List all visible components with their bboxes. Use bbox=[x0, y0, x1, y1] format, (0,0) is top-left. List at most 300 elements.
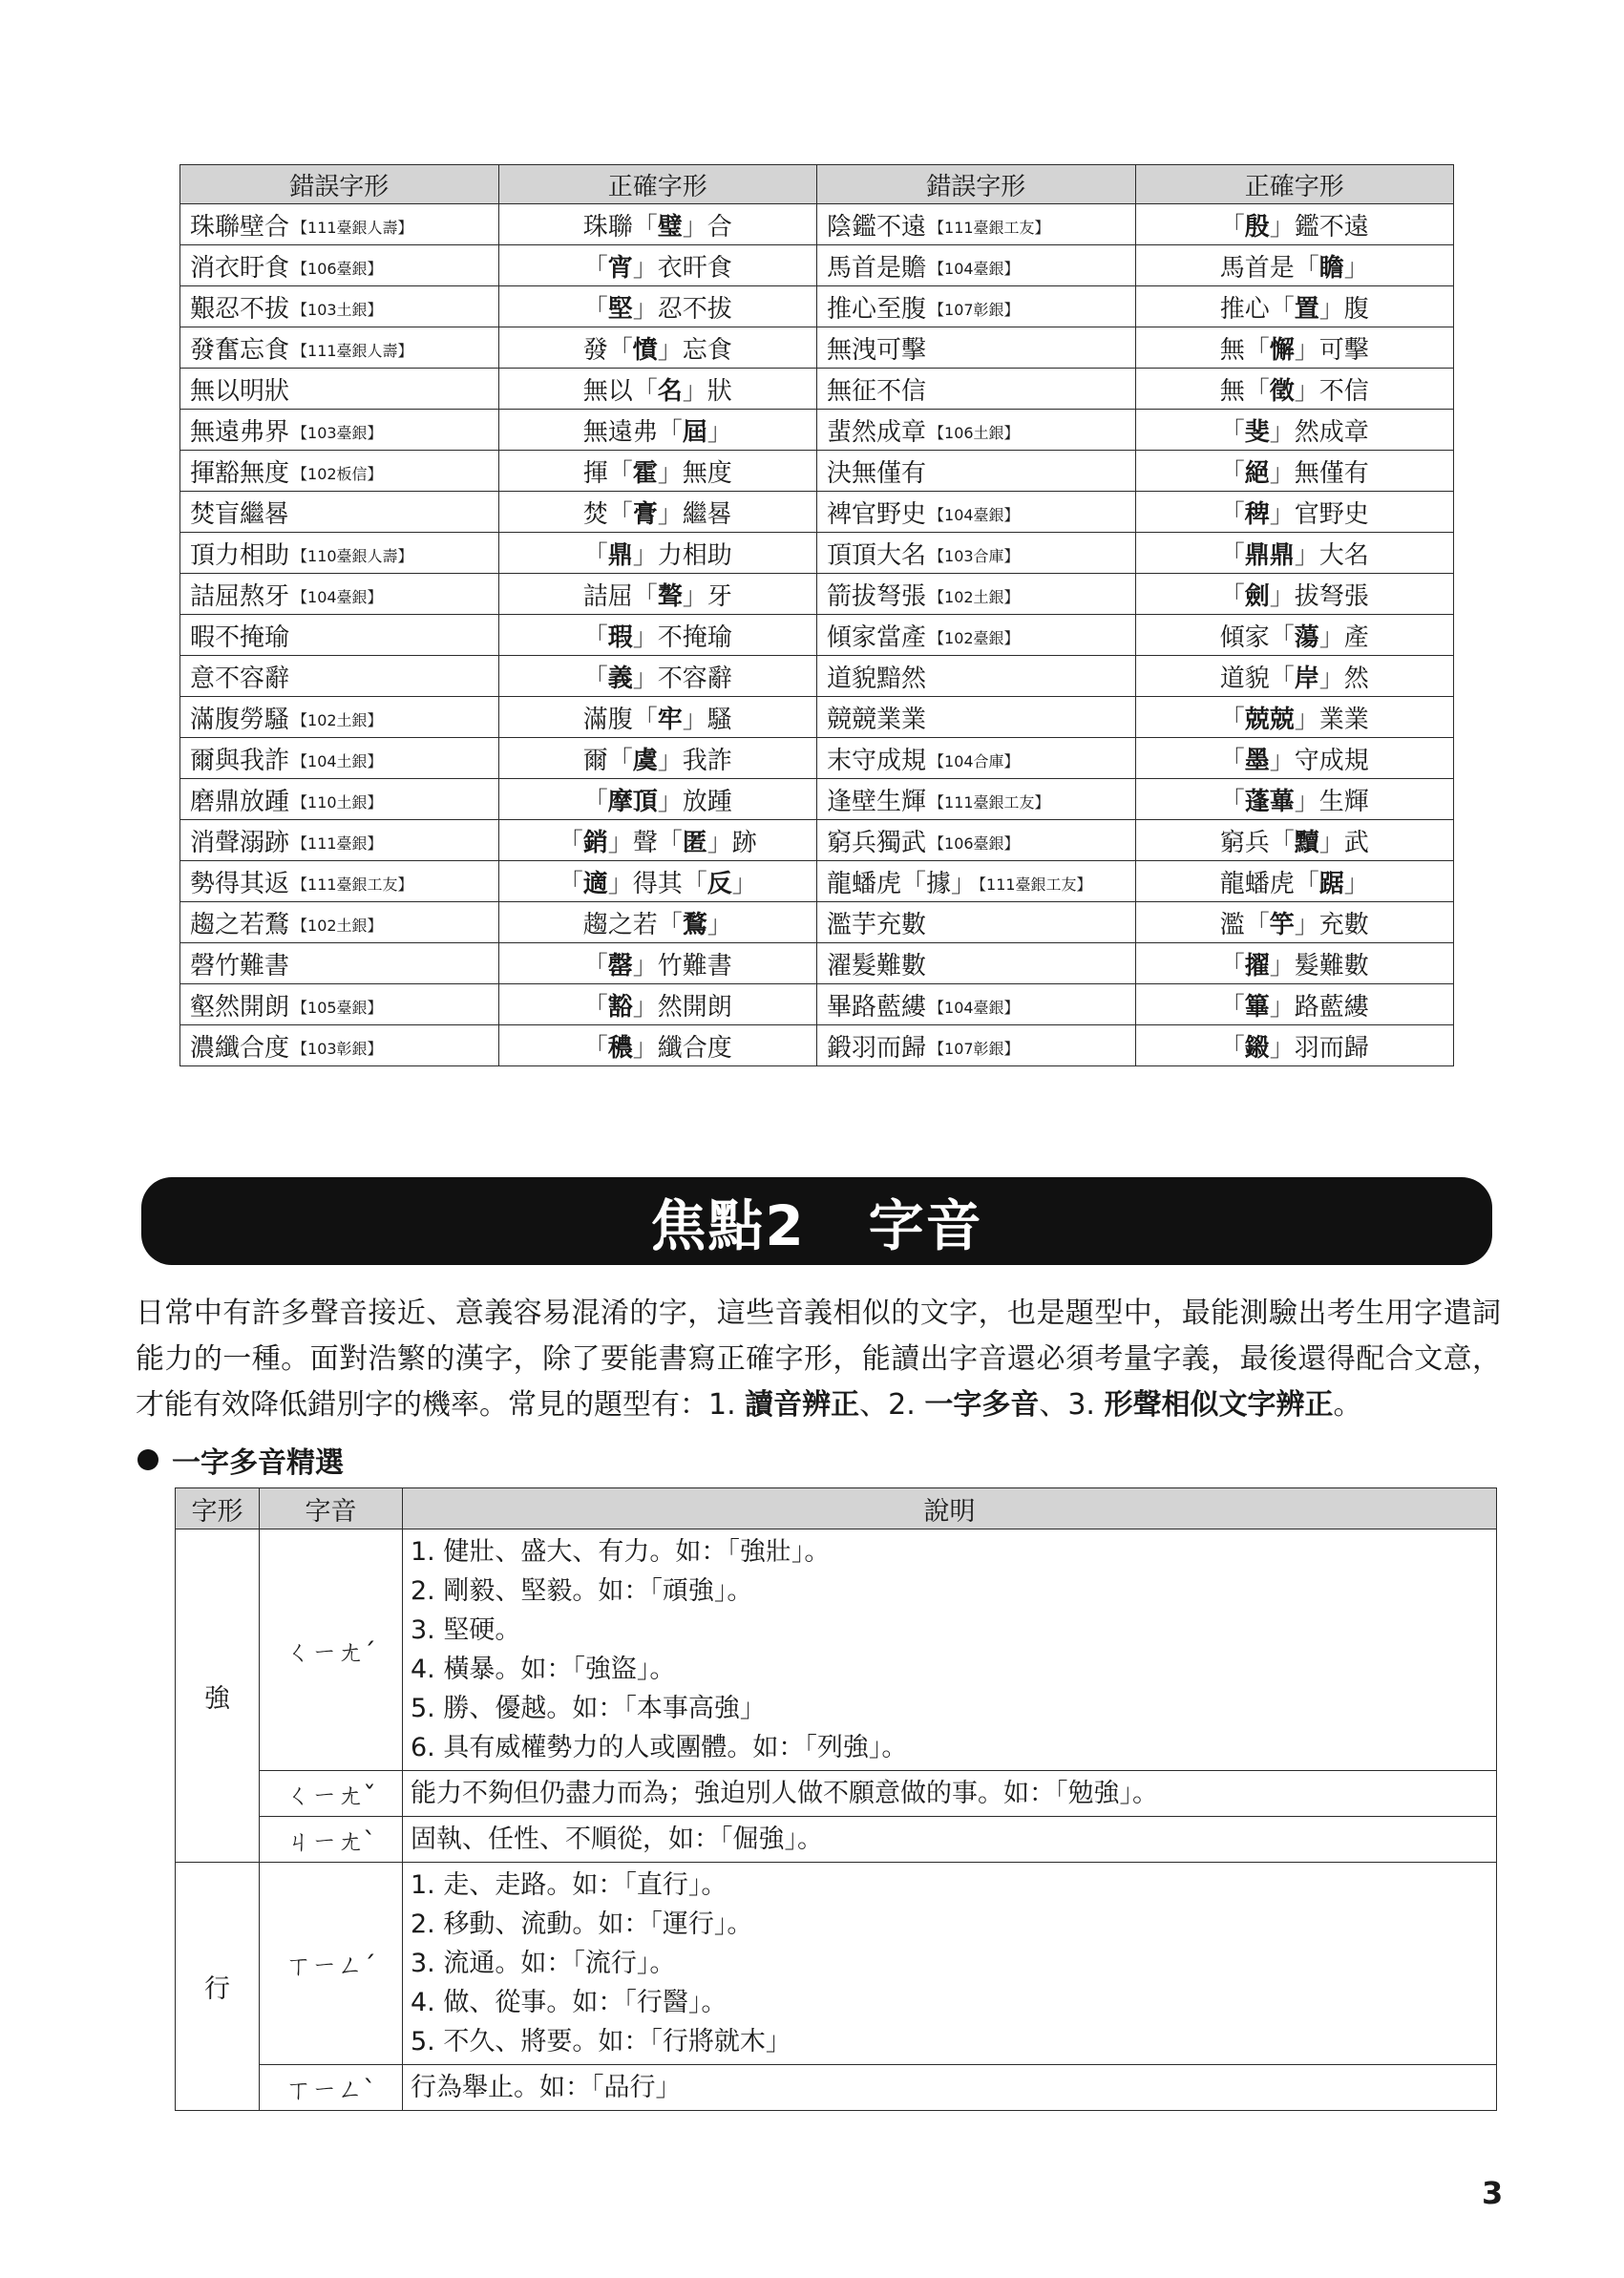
correct-form-text: 」大名 bbox=[1294, 540, 1369, 570]
correct-form-text: 」合 bbox=[682, 212, 732, 242]
wrong-form-cell bbox=[817, 533, 1136, 574]
correct-form-cell bbox=[1135, 943, 1454, 984]
correct-form-text: 無遠弗「 bbox=[582, 417, 683, 447]
correct-form-text: 」忍不拔 bbox=[632, 294, 732, 324]
correct-form-text: 」我詐 bbox=[657, 746, 732, 775]
wrong-form: 勢得其返 bbox=[190, 869, 290, 898]
correct-form-text: 」牙 bbox=[682, 581, 732, 611]
correct-form-text: 「 bbox=[1219, 581, 1245, 611]
item-number: 3. bbox=[1067, 1388, 1095, 1422]
exam-source: 【107彰銀】 bbox=[929, 1039, 1020, 1058]
character-cell: 強 bbox=[176, 1529, 260, 1863]
correct-form-text: 趨之若「 bbox=[582, 910, 683, 939]
table-row bbox=[180, 656, 1454, 697]
correct-form-cell bbox=[1135, 1025, 1454, 1066]
wrong-form-cell bbox=[817, 861, 1136, 902]
wrong-form-cell bbox=[817, 902, 1136, 943]
explanation-line: 5. 勝、優越。如：「本事高強」 bbox=[411, 1694, 766, 1723]
wrong-form: 無征不信 bbox=[827, 376, 927, 406]
explanation-cell bbox=[403, 1771, 1497, 1817]
multi-reading-table bbox=[175, 1487, 1497, 2111]
correct-form-cell bbox=[498, 286, 817, 327]
wrong-form: 滿腹勞騷 bbox=[190, 705, 290, 734]
correct-form-cell bbox=[1135, 492, 1454, 533]
column-header: 錯誤字形 bbox=[817, 165, 1136, 204]
wrong-form-cell bbox=[817, 984, 1136, 1025]
column-header: 說明 bbox=[403, 1488, 1497, 1529]
wrong-form-cell bbox=[180, 1025, 499, 1066]
wrong-form: 珠聯壁合 bbox=[190, 212, 290, 242]
explanation-line: 2. 剛毅、堅毅。如：「頑強」。 bbox=[411, 1576, 753, 1606]
correct-form-text: 詰屈「 bbox=[582, 581, 658, 611]
explanation-line: 行為舉止。如：「品行」 bbox=[411, 2073, 682, 2102]
wrong-form-cell bbox=[180, 984, 499, 1025]
wrong-form-cell bbox=[180, 533, 499, 574]
correct-form-text: 「 bbox=[582, 1033, 608, 1063]
table-row bbox=[180, 574, 1454, 615]
pronunciation-cell: ㄒㄧㄥˊ bbox=[260, 1863, 403, 2065]
exam-source: 【111臺銀工友】 bbox=[929, 792, 1050, 812]
corrected-character: 蕩 bbox=[1294, 622, 1319, 652]
corrected-character: 劍 bbox=[1244, 581, 1270, 611]
corrected-character: 適 bbox=[582, 869, 608, 898]
correct-form-cell bbox=[498, 697, 817, 738]
correct-form-text: 「 bbox=[1219, 540, 1245, 570]
wrong-form-cell bbox=[180, 656, 499, 697]
wrong-form-cell bbox=[180, 204, 499, 245]
wrong-form: 無洩可擊 bbox=[827, 335, 927, 365]
correct-form-cell bbox=[1135, 697, 1454, 738]
correct-form-text: 「 bbox=[582, 294, 608, 324]
correct-form-cell bbox=[1135, 902, 1454, 943]
wrong-form: 馬首是贍 bbox=[827, 253, 927, 283]
correct-form-cell bbox=[498, 861, 817, 902]
correct-form-text: 」鑑不遠 bbox=[1269, 212, 1369, 242]
table-row bbox=[180, 615, 1454, 656]
table-row bbox=[180, 902, 1454, 943]
corrected-character: 置 bbox=[1294, 294, 1319, 324]
correct-form-text: 「 bbox=[1219, 417, 1245, 447]
correct-form-text: 」得其「 bbox=[607, 869, 707, 898]
correct-form-text: 」 bbox=[1343, 869, 1369, 898]
table-row bbox=[180, 1025, 1454, 1066]
exam-source: 【103合庫】 bbox=[929, 546, 1020, 565]
correct-form-text: 」 bbox=[707, 417, 732, 447]
correct-form-text: 」 bbox=[731, 869, 757, 898]
wrong-form-cell bbox=[817, 327, 1136, 369]
corrected-character: 徵 bbox=[1269, 376, 1295, 406]
wrong-form: 頂力相助 bbox=[190, 540, 290, 570]
corrected-character: 殷 bbox=[1244, 212, 1270, 242]
correct-form-text: 「 bbox=[1219, 787, 1245, 816]
correct-form-text: 爾「 bbox=[582, 746, 633, 775]
wrong-form-cell bbox=[817, 779, 1136, 820]
correct-form-text: 」狀 bbox=[682, 376, 732, 406]
pronunciation-cell: ㄑㄧㄤˊ bbox=[260, 1529, 403, 1771]
wrong-form-cell bbox=[180, 779, 499, 820]
correct-form-cell bbox=[498, 615, 817, 656]
table-row bbox=[180, 204, 1454, 245]
correct-form-text: 」然 bbox=[1318, 664, 1369, 693]
explanation-line: 2. 移動、流動。如：「運行」。 bbox=[411, 1909, 753, 1939]
corrected-character: 罄 bbox=[607, 951, 633, 981]
correct-form-text: 」 bbox=[1343, 253, 1369, 283]
table-row bbox=[180, 410, 1454, 451]
wrong-form: 磬竹難書 bbox=[190, 951, 290, 981]
exam-source: 【105臺銀】 bbox=[292, 998, 383, 1017]
exam-source: 【102臺銀】 bbox=[929, 628, 1020, 647]
explanation-line: 3. 堅硬。 bbox=[411, 1615, 521, 1645]
corrected-character: 岸 bbox=[1294, 664, 1319, 693]
wrong-form: 消聲溺跡 bbox=[190, 828, 290, 857]
exam-source: 【104土銀】 bbox=[292, 751, 383, 770]
correct-form-text: 窮兵「 bbox=[1219, 828, 1295, 857]
exam-source: 【106土銀】 bbox=[929, 423, 1020, 442]
explanation-line: 1. 走、走路。如：「直行」。 bbox=[411, 1870, 728, 1900]
correct-form-cell bbox=[498, 984, 817, 1025]
wrong-form-cell bbox=[817, 656, 1136, 697]
wrong-form: 無遠弗界 bbox=[190, 417, 290, 447]
correct-form-cell bbox=[1135, 369, 1454, 410]
correct-form-text: 」武 bbox=[1318, 828, 1369, 857]
page-number: 3 bbox=[1482, 2175, 1504, 2211]
table-row bbox=[180, 738, 1454, 779]
correct-form-cell bbox=[498, 533, 817, 574]
table-row bbox=[180, 943, 1454, 984]
correct-form-text: 」拔弩張 bbox=[1269, 581, 1369, 611]
exam-source: 【111臺銀工友】 bbox=[979, 875, 1092, 894]
wrong-form: 傾家當產 bbox=[827, 622, 927, 652]
column-header: 字形 bbox=[176, 1488, 260, 1529]
correct-form-text: 滿腹「 bbox=[582, 705, 658, 734]
wrong-form: 道貌黯然 bbox=[827, 664, 927, 693]
exam-source: 【106臺銀】 bbox=[929, 833, 1020, 853]
table-row bbox=[176, 1771, 1497, 1817]
correct-form-text: 」產 bbox=[1318, 622, 1369, 652]
wrong-form-cell bbox=[180, 615, 499, 656]
table-row bbox=[176, 1817, 1497, 1863]
correct-form-cell bbox=[498, 369, 817, 410]
intro-text: 日常中有許多聲音接近、意義容易混淆的字，這些音義相似的文字，也是題型中，最能測驗出考生用字遣詞能力的一種。面對浩繁的漢字，除了要能書寫正確字形，能讀出字音還必須考量字義，最後還得配合文意，才能有效降低錯別字的機率。常見的題型有： bbox=[136, 1297, 1501, 1422]
correct-form-text: 無「 bbox=[1219, 335, 1270, 365]
corrected-character: 鼎 bbox=[607, 540, 633, 570]
wrong-form-cell bbox=[180, 451, 499, 492]
pronunciation-cell: ㄑㄧㄤˇ bbox=[260, 1771, 403, 1817]
explanation-line: 4. 做、從事。如：「行醫」。 bbox=[411, 1988, 728, 2017]
wrong-form: 詰屈熬牙 bbox=[190, 581, 290, 611]
explanation-line: 4. 橫暴。如：「強盜」。 bbox=[411, 1655, 676, 1684]
correct-form-text: 「 bbox=[582, 992, 608, 1022]
table-row bbox=[176, 1863, 1497, 2065]
correct-form-text: 焚「 bbox=[582, 499, 633, 529]
wrong-form: 決無僅有 bbox=[827, 458, 927, 488]
table-row bbox=[180, 492, 1454, 533]
wrong-form: 壑然開朗 bbox=[190, 992, 290, 1022]
correct-form-text: 」衣旰食 bbox=[632, 253, 732, 283]
corrected-character: 摩頂 bbox=[607, 787, 658, 816]
table-row bbox=[176, 1529, 1497, 1771]
correct-form-cell bbox=[1135, 245, 1454, 286]
correct-form-cell bbox=[1135, 861, 1454, 902]
exam-source: 【110臺銀人壽】 bbox=[292, 546, 413, 565]
corrected-character: 瑕 bbox=[607, 622, 633, 652]
correct-form-cell bbox=[498, 492, 817, 533]
correct-form-text: 」纖合度 bbox=[632, 1033, 732, 1063]
correct-form-cell bbox=[498, 574, 817, 615]
table-header-row bbox=[176, 1488, 1497, 1529]
subsection-heading bbox=[137, 1439, 344, 1481]
correct-form-cell bbox=[498, 410, 817, 451]
exam-source: 【107彰銀】 bbox=[929, 300, 1020, 319]
correct-form-text: 「 bbox=[582, 951, 608, 981]
correct-form-text: 「 bbox=[1219, 951, 1245, 981]
separator: 、 bbox=[1039, 1388, 1068, 1422]
exam-source: 【102板信】 bbox=[292, 464, 383, 483]
wrong-form: 末守成規 bbox=[827, 746, 927, 775]
corrected-character: 牢 bbox=[657, 705, 683, 734]
wrong-form-cell bbox=[180, 902, 499, 943]
wrong-form: 揮豁無度 bbox=[190, 458, 290, 488]
wrong-form: 裨官野史 bbox=[827, 499, 927, 529]
exam-source: 【103臺銀】 bbox=[292, 423, 383, 442]
correct-form-text: 」不掩瑜 bbox=[632, 622, 732, 652]
wrong-form-cell bbox=[817, 820, 1136, 861]
correct-form-text: 」放踵 bbox=[657, 787, 732, 816]
correct-form-text: 」騷 bbox=[682, 705, 732, 734]
wrong-form-cell bbox=[180, 286, 499, 327]
correct-form-text: 」無度 bbox=[657, 458, 732, 488]
explanation-line: 1. 健壯、盛大、有力。如：「強壯」。 bbox=[411, 1537, 831, 1567]
wrong-form: 箭拔弩張 bbox=[827, 581, 927, 611]
section-banner bbox=[141, 1177, 1492, 1265]
corrected-character: 斐 bbox=[1244, 417, 1270, 447]
wrong-form: 焚盲繼晷 bbox=[190, 499, 290, 529]
correct-form-cell bbox=[1135, 984, 1454, 1025]
table-row bbox=[180, 697, 1454, 738]
corrected-character: 豁 bbox=[607, 992, 633, 1022]
wrong-form-cell bbox=[180, 697, 499, 738]
column-header: 字音 bbox=[260, 1488, 403, 1529]
column-header: 錯誤字形 bbox=[180, 165, 499, 204]
wrong-form-cell bbox=[180, 410, 499, 451]
correct-form-cell bbox=[1135, 327, 1454, 369]
correct-form-text: 推心「 bbox=[1219, 294, 1295, 324]
corrected-character: 憤 bbox=[632, 335, 658, 365]
wrong-form: 濃纖合度 bbox=[190, 1033, 290, 1063]
wrong-form: 鍛羽而歸 bbox=[827, 1033, 927, 1063]
correct-form-cell bbox=[1135, 533, 1454, 574]
corrected-character: 義 bbox=[607, 664, 633, 693]
correct-form-text: 珠聯「 bbox=[582, 212, 658, 242]
explanation-cell bbox=[403, 1817, 1497, 1863]
exam-source: 【106臺銀】 bbox=[292, 259, 383, 278]
correct-form-text: 」腹 bbox=[1318, 294, 1369, 324]
correct-form-text: 發「 bbox=[582, 335, 633, 365]
correct-form-text: 」跡 bbox=[707, 828, 757, 857]
corrected-character: 蓬蓽 bbox=[1244, 787, 1295, 816]
correct-form-cell bbox=[1135, 204, 1454, 245]
corrected-character: 反 bbox=[707, 869, 732, 898]
wrong-form: 推心至腹 bbox=[827, 294, 927, 324]
explanation-cell bbox=[403, 1529, 1497, 1771]
correct-form-text: 」路藍縷 bbox=[1269, 992, 1369, 1022]
correct-form-text: 」可擊 bbox=[1294, 335, 1369, 365]
corrected-character: 鼎鼎 bbox=[1244, 540, 1295, 570]
corrected-character: 踞 bbox=[1318, 869, 1344, 898]
correct-form-cell bbox=[498, 451, 817, 492]
sentence-end: 。 bbox=[1333, 1388, 1362, 1422]
wrong-form-cell bbox=[817, 738, 1136, 779]
wrong-form-cell bbox=[817, 245, 1136, 286]
table-row bbox=[180, 533, 1454, 574]
wrong-form-cell bbox=[817, 1025, 1136, 1066]
correct-form-cell bbox=[1135, 410, 1454, 451]
correct-form-text: 「 bbox=[582, 787, 608, 816]
table-row bbox=[180, 861, 1454, 902]
correct-form-text: 「 bbox=[558, 869, 583, 898]
correct-form-text: 「 bbox=[1219, 1033, 1245, 1063]
correct-form-cell bbox=[1135, 451, 1454, 492]
question-type: 讀音辨正 bbox=[745, 1388, 860, 1422]
corrected-character: 墨 bbox=[1244, 746, 1270, 775]
correct-form-text: 「 bbox=[1219, 746, 1245, 775]
correct-form-cell bbox=[498, 656, 817, 697]
corrected-character: 兢兢 bbox=[1244, 705, 1295, 734]
correct-form-cell bbox=[498, 943, 817, 984]
exam-source: 【103土銀】 bbox=[292, 300, 383, 319]
wrong-form-cell bbox=[817, 492, 1136, 533]
correct-form-cell bbox=[1135, 574, 1454, 615]
exam-source: 【103彰銀】 bbox=[292, 1039, 383, 1058]
correct-form-text: 揮「 bbox=[582, 458, 633, 488]
correct-form-cell bbox=[498, 245, 817, 286]
correct-form-text: 」不容辭 bbox=[632, 664, 732, 693]
corrected-character: 鎩 bbox=[1244, 1033, 1270, 1063]
wrong-form-cell bbox=[180, 492, 499, 533]
correct-form-cell bbox=[498, 1025, 817, 1066]
corrected-character: 黷 bbox=[1294, 828, 1319, 857]
wrong-form: 無以明狀 bbox=[190, 376, 290, 406]
pronunciation-cell: ㄐㄧㄤˋ bbox=[260, 1817, 403, 1863]
wrong-form: 暇不掩瑜 bbox=[190, 622, 290, 652]
wrong-form-cell bbox=[817, 615, 1136, 656]
character-cell: 行 bbox=[176, 1863, 260, 2111]
wrong-form-cell bbox=[180, 820, 499, 861]
wrong-form-cell bbox=[180, 327, 499, 369]
table-row bbox=[180, 327, 1454, 369]
correct-form-text: 」 bbox=[707, 910, 732, 939]
corrected-character: 篳 bbox=[1244, 992, 1270, 1022]
table-row bbox=[180, 779, 1454, 820]
wrong-form: 龍蟠虎「據」 bbox=[827, 869, 977, 898]
exam-source: 【111臺銀工友】 bbox=[292, 875, 413, 894]
corrected-character: 名 bbox=[657, 376, 683, 406]
correct-form-text: 「 bbox=[582, 622, 608, 652]
explanation-line: 5. 不久、將要。如：「行將就木」 bbox=[411, 2027, 791, 2057]
intro-paragraph bbox=[136, 1291, 1501, 1428]
correct-form-text: 」髮難數 bbox=[1269, 951, 1369, 981]
correct-form-text: 「 bbox=[582, 664, 608, 693]
correct-form-cell bbox=[1135, 820, 1454, 861]
wrong-form: 趨之若鶩 bbox=[190, 910, 290, 939]
wrong-character-table bbox=[179, 164, 1454, 1066]
corrected-character: 絕 bbox=[1244, 458, 1270, 488]
correct-form-cell bbox=[498, 204, 817, 245]
correct-form-text: 「 bbox=[1219, 499, 1245, 529]
correct-form-text: 龍蟠虎「 bbox=[1219, 869, 1319, 898]
correct-form-text: 」充數 bbox=[1294, 910, 1369, 939]
corrected-character: 擢 bbox=[1244, 951, 1270, 981]
table-row bbox=[180, 245, 1454, 286]
exam-source: 【102土銀】 bbox=[929, 587, 1020, 606]
explanation-line: 固執、任性、不順從，如：「倔強」。 bbox=[411, 1825, 823, 1854]
corrected-character: 屆 bbox=[682, 417, 707, 447]
corrected-character: 稗 bbox=[1244, 499, 1270, 529]
exam-source: 【111臺銀】 bbox=[292, 833, 383, 853]
wrong-form: 艱忍不拔 bbox=[190, 294, 290, 324]
pronunciation-cell: ㄒㄧㄥˋ bbox=[260, 2065, 403, 2111]
corrected-character: 穠 bbox=[607, 1033, 633, 1063]
corrected-character: 鶩 bbox=[682, 910, 707, 939]
correct-form-text: 」業業 bbox=[1294, 705, 1369, 734]
wrong-form: 蜚然成章 bbox=[827, 417, 927, 447]
correct-form-cell bbox=[1135, 656, 1454, 697]
wrong-form: 窮兵獨武 bbox=[827, 828, 927, 857]
exam-source: 【110土銀】 bbox=[292, 792, 383, 812]
corrected-character: 虞 bbox=[632, 746, 658, 775]
correct-form-text: 」然成章 bbox=[1269, 417, 1369, 447]
correct-form-text: 」力相助 bbox=[632, 540, 732, 570]
correct-form-text: 「 bbox=[1219, 458, 1245, 488]
wrong-form: 逢壁生輝 bbox=[827, 787, 927, 816]
exam-source: 【104臺銀】 bbox=[929, 505, 1020, 524]
exam-source: 【104合庫】 bbox=[929, 751, 1020, 770]
correct-form-cell bbox=[498, 738, 817, 779]
corrected-character: 堅 bbox=[607, 294, 633, 324]
correct-form-text: 」羽而歸 bbox=[1269, 1033, 1369, 1063]
explanation-line: 3. 流通。如：「流行」。 bbox=[411, 1949, 676, 1978]
wrong-form: 競競業業 bbox=[827, 705, 927, 734]
correct-form-text: 」忘食 bbox=[657, 335, 732, 365]
corrected-character: 膏 bbox=[632, 499, 658, 529]
exam-source: 【104臺銀】 bbox=[292, 587, 383, 606]
correct-form-cell bbox=[1135, 286, 1454, 327]
correct-form-text: 「 bbox=[1219, 992, 1245, 1022]
exam-source: 【111臺銀工友】 bbox=[929, 218, 1050, 237]
wrong-form-cell bbox=[180, 245, 499, 286]
correct-form-text: 傾家「 bbox=[1219, 622, 1295, 652]
wrong-form: 發奮忘食 bbox=[190, 335, 290, 365]
item-number: 1. bbox=[708, 1388, 736, 1422]
wrong-form: 爾與我詐 bbox=[190, 746, 290, 775]
corrected-character: 匿 bbox=[682, 828, 707, 857]
table-header-row bbox=[180, 165, 1454, 204]
wrong-form-cell bbox=[817, 697, 1136, 738]
table-row bbox=[180, 369, 1454, 410]
wrong-form: 頂頂大名 bbox=[827, 540, 927, 570]
table-row bbox=[180, 820, 1454, 861]
wrong-form-cell bbox=[180, 861, 499, 902]
explanation-line: 6. 具有威權勢力的人或團體。如：「列強」。 bbox=[411, 1733, 908, 1762]
correct-form-text: 無以「 bbox=[582, 376, 658, 406]
column-header: 正確字形 bbox=[498, 165, 817, 204]
explanation-cell bbox=[403, 1863, 1497, 2065]
correct-form-text: 「 bbox=[582, 540, 608, 570]
correct-form-cell bbox=[498, 902, 817, 943]
table-row bbox=[180, 984, 1454, 1025]
wrong-form: 畢路藍縷 bbox=[827, 992, 927, 1022]
corrected-character: 銷 bbox=[582, 828, 608, 857]
